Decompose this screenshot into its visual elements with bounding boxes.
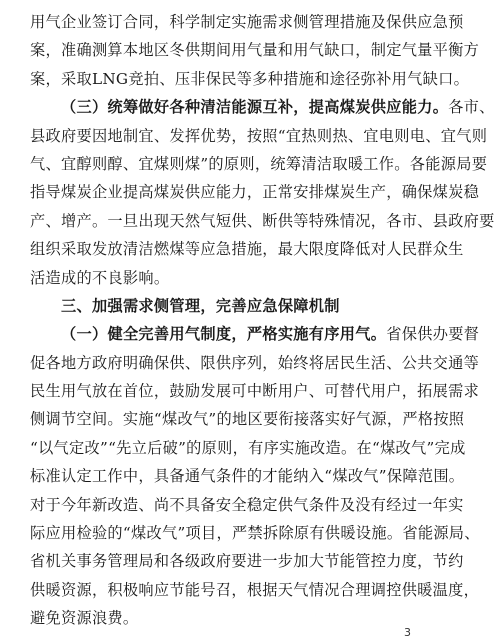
text-line: 侧调节空间。实施“煤改气”的地区要衔接落实好气源，严格按照 [30,410,465,429]
section-lead: （一）健全完善用气制度，严格实施有序用气。 [61,325,387,344]
text-line: 标准认定工作中，具备通气条件的才能纳入“煤改气”保障范围。 [30,467,465,486]
text-line: 案，准确测算本地区冬供期间用气量和用气缺口，制定气量平衡方 [30,41,480,60]
text-line: 县政府要因地制宜、发挥优势，按照“宜热则热、宜电则电、宜气则 [30,126,488,145]
section-lead: （三）统筹做好各种清洁能源互补，提高煤炭供应能力。 [61,98,449,117]
document-page [30,8,495,639]
text-line: 产、增产。一旦出现天然气短供、断供等特殊情况，各市、县政府要 [30,211,495,230]
section-heading: 三、加强需求侧管理，完善应急保障机制 [61,296,340,315]
text-span: 省保供办要督 [386,325,480,344]
text-line: 促各地方政府明确保供、限供序列，始终将居民生活、公共交通等 [30,353,480,372]
text-line: 组织采取发放清洁燃煤等应急措施，最大限度降低对人民群众生 [30,240,464,259]
page-number: 3 [404,625,411,639]
text-line: 供暖资源，积极响应节能号召，根据天气情况合理调控供暖温度， [30,580,480,599]
text-line: 气、宜醇则醇、宜煤则煤”的原则，统筹清洁取暖工作。各能源局要 [30,154,488,173]
text-line: 际应用检验的“煤改气”项目，严禁拆除原有供暖设施。省能源局、 [30,524,480,543]
text-line: 案，采取LNG竞拍、压非保民等多种措施和途径弥补用气缺口。 [30,69,470,88]
text-line: 指导煤炭企业提高煤炭供应能力，正常安排煤炭生产，确保煤炭稳 [30,183,480,202]
text-line [30,93,495,121]
text-line: 用气企业签订合同，科学制定实施需求侧管理措施及保供应急预 [30,13,464,31]
text-line: 对于今年新改造、尚不具备安全稳定供气条件及没有经过一年实 [30,495,464,514]
text-line [30,320,480,348]
text-line: 活造成的不良影响。 [30,268,170,287]
text-line: 民生用气放在首位，鼓励发展可中断用户、可替代用户，拓展需求 [30,382,480,401]
text-line: 避免资源浪费。 [30,609,139,628]
text-line: “以气定改”“先立后破”的原则，有序实施改造。在“煤改气”完成 [30,438,466,457]
text-span: 各市、 [448,98,495,117]
text-line: 省机关事务管理局和各级政府要进一步加大节能管控力度，节约 [30,552,464,571]
